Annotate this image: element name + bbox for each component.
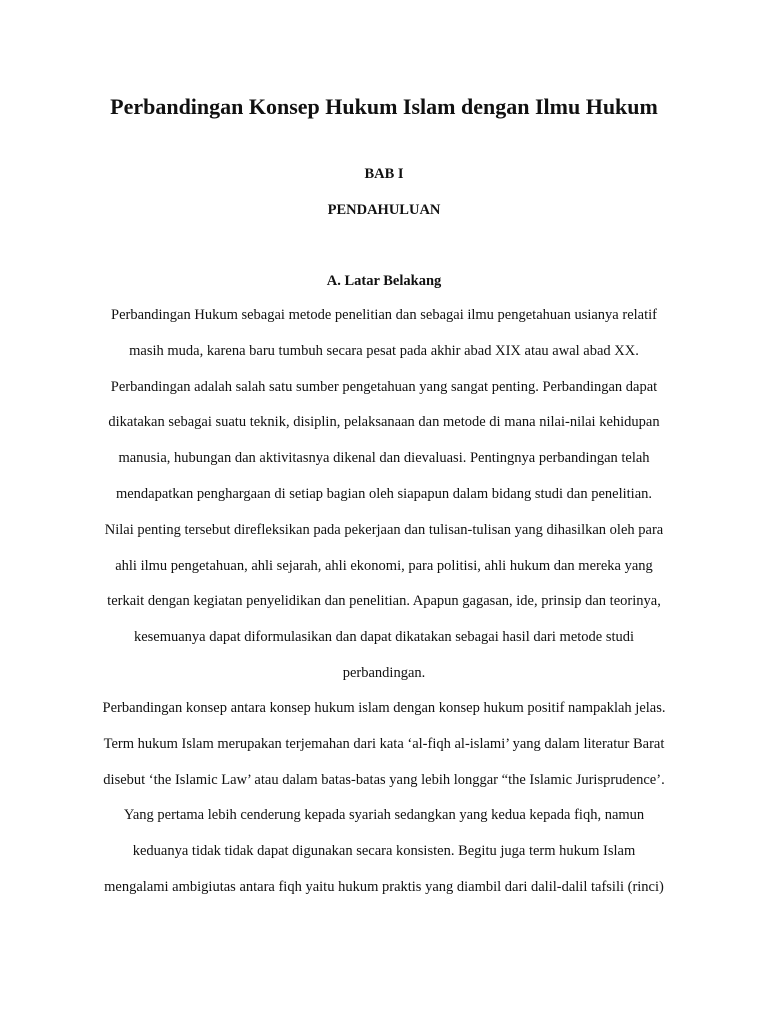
paragraph-line: kesemuanya dapat diformulasikan dan dapat dikatakan sebagai hasil dari metode studi bbox=[133, 629, 635, 646]
paragraph-line: Nilai penting tersebut direfleksikan pada pekerjaan dan tulisan-tulisan yang dihasilkan oleh para bbox=[104, 521, 664, 538]
document-title: Perbandingan Konsep Hukum Islam dengan Ilmu Hukum bbox=[110, 94, 658, 119]
paragraph-line: disebut ‘the Islamic Law’ atau dalam batas-batas yang lebih longgar “the Islamic Jurisprudence’. bbox=[103, 771, 665, 788]
paragraph-line: Perbandingan konsep antara konsep hukum islam dengan konsep hukum positif nampaklah jelas. bbox=[102, 700, 666, 716]
section-heading: A. Latar Belakang bbox=[326, 273, 442, 289]
paragraph-2 bbox=[84, 691, 684, 906]
paragraph-1 bbox=[84, 298, 684, 692]
paragraph-line: Term hukum Islam merupakan terjemahan dari kata ‘al-fiqh al-islami’ yang dalam literatur Barat bbox=[103, 735, 665, 752]
paragraph-line: dikatakan sebagai suatu teknik, disiplin, pelaksanaan dan metode di mana nilai-nilai kehidupan bbox=[108, 414, 660, 431]
paragraph-line: ahli ilmu pengetahuan, ahli sejarah, ahli ekonomi, para politisi, ahli hukum dan mereka yang bbox=[115, 557, 653, 574]
paragraph-line: Yang pertama lebih cenderung kepada syariah sedangkan yang kedua kepada fiqh, namun bbox=[123, 807, 645, 824]
paragraph-line: masih muda, karena baru tumbuh secara pesat pada akhir abad XIX atau awal abad XX. bbox=[129, 342, 639, 359]
paragraph-line: terkait dengan kegiatan penyelidikan dan penelitian. Apapun gagasan, ide, prinsip dan teorinya, bbox=[107, 593, 661, 610]
paragraph-line: mendapatkan penghargaan di setiap bagian oleh siapapun dalam bidang studi dan penelitian. bbox=[115, 485, 653, 502]
paragraph-line: manusia, hubungan dan aktivitasnya dikenal dan dievaluasi. Pentingnya perbandingan telah bbox=[118, 450, 650, 467]
paragraph-line: Perbandingan adalah salah satu sumber pengetahuan yang sangat penting. Perbandingan dapat bbox=[110, 378, 658, 395]
chapter-number: BAB I bbox=[364, 166, 404, 182]
paragraph-line: Perbandingan Hukum sebagai metode penelitian dan sebagai ilmu pengetahuan usianya relatif bbox=[111, 307, 657, 323]
paragraph-line: perbandingan. bbox=[342, 664, 426, 681]
paragraph-line: mengalami ambigiutas antara fiqh yaitu hukum praktis yang diambil dari dalil-dalil tafsili (rinci) bbox=[104, 878, 664, 895]
paragraph-line: keduanya tidak tidak dapat digunakan secara konsisten. Begitu juga term hukum Islam bbox=[132, 843, 636, 860]
chapter-title: PENDAHULUAN bbox=[327, 202, 441, 218]
